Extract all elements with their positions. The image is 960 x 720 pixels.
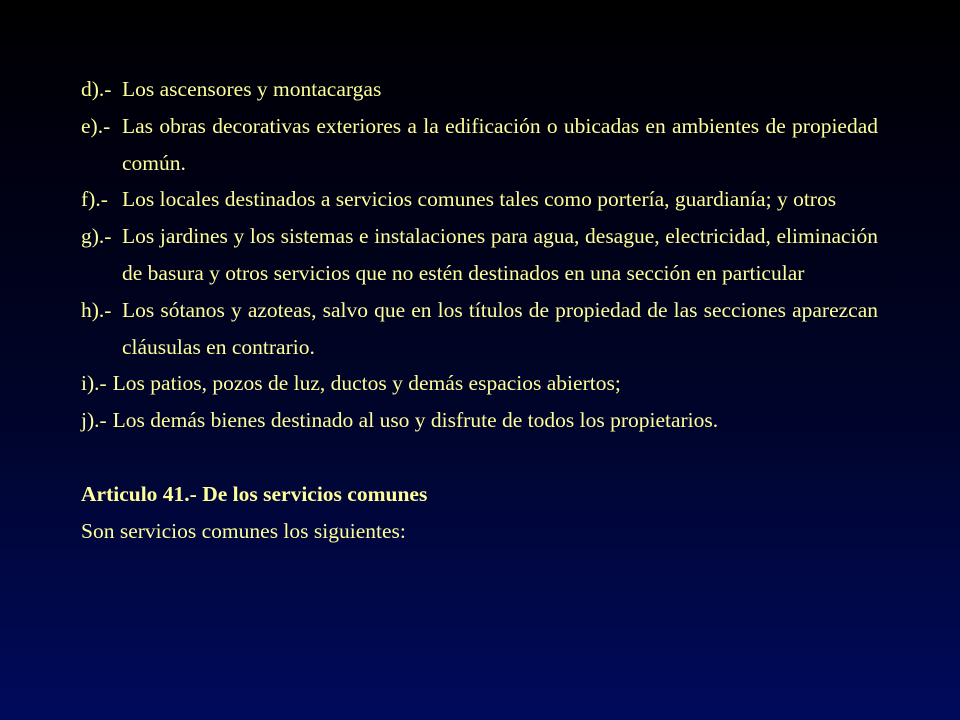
list-item-j — [81, 402, 878, 439]
list-item-text: Los patios, pozos de luz, ductos y demás espacios abiertos; — [112, 371, 621, 396]
list-marker: i).- — [81, 371, 107, 396]
list-item-text: Los sótanos y azoteas, salvo que en los títulos de propiedad de las secciones aparezcan cláusulas en contrario. — [122, 297, 878, 359]
list-item-f — [81, 181, 878, 218]
list-item-text: Los jardines y los sistemas e instalaciones para agua, desague, electricidad, eliminación de basura y otros servicios que no estén destinados en una sección en particular — [122, 224, 878, 285]
list-marker: f).- — [81, 187, 108, 212]
list-item-e — [81, 108, 878, 182]
list-marker: e).- — [81, 113, 111, 138]
slide-content — [81, 71, 878, 549]
list-item-text: Los demás bienes destinado al uso y disfrute de todos los propietarios. — [112, 408, 719, 433]
list-marker: j).- — [81, 408, 107, 433]
list-item-text: Los ascensores y montacargas — [122, 77, 382, 101]
list-item-i — [81, 365, 878, 402]
list-item-g — [81, 218, 878, 292]
list-marker: g).- — [81, 224, 112, 249]
list-item-h — [81, 292, 878, 366]
list-item-d — [81, 71, 878, 108]
article-intro: Son servicios comunes los siguientes: — [81, 518, 406, 543]
spacer — [81, 439, 878, 476]
list-item-text: Las obras decorativas exteriores a la edificación o ubicadas en ambientes de propiedad común. — [122, 113, 878, 175]
list-marker: d).- — [81, 77, 112, 101]
article-heading: Articulo 41.- De los servicios comunes — [81, 481, 428, 506]
list-marker: h).- — [81, 297, 112, 322]
list-item-text: Los locales destinados a servicios comunes tales como portería, guardianía; y otros — [122, 187, 837, 212]
